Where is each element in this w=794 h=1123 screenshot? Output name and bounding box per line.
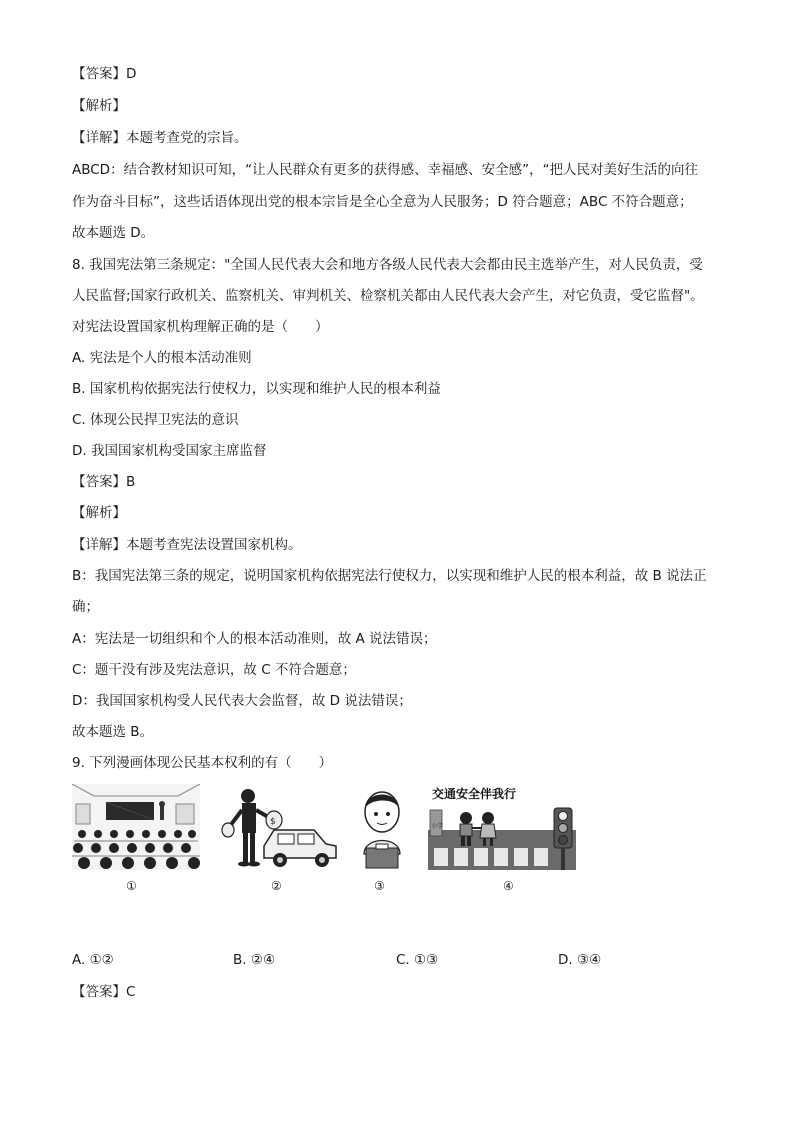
q8-option-d: D. 我国国家机构受国家主席监督	[72, 443, 267, 459]
q7-analysis-heading: 【解析】	[72, 98, 126, 114]
school-sign-text: 小学	[431, 823, 444, 830]
image3-caption: ③	[374, 879, 385, 893]
q7-answer: 【答案】D	[72, 66, 137, 82]
q7-explanation-line1: ABCD：结合教材知识可知，“让人民群众有更多的获得感、幸福感、安全感”，“把人民对美好生活的向往	[72, 162, 699, 178]
svg-text:$: $	[270, 817, 276, 827]
q8-stem-line3: 对宪法设置国家机构理解正确的是（ ）	[72, 319, 329, 335]
car-money-icon	[220, 784, 340, 870]
q9-option-a: A. ①②	[72, 952, 114, 968]
q9-option-b: B. ②④	[233, 952, 276, 968]
q8-conclusion: 故本题选 B。	[72, 724, 154, 740]
q8-analysis-heading: 【解析】	[72, 505, 126, 521]
q8-option-b: B. 国家机构依据宪法行使权力，以实现和维护人民的根本利益	[72, 381, 441, 397]
q8-detail: 【详解】本题考查宪法设置国家机构。	[72, 537, 302, 553]
q8-explanation-b-line2: 确；	[72, 599, 99, 615]
q9-option-d: D. ③④	[558, 952, 602, 968]
q7-explanation-line2: 作为奋斗目标”，这些话语体现出党的根本宗旨是全心全意为人民服务；D 符合题意；ABC 不符合题意；	[72, 194, 693, 210]
q9-answer: 【答案】C	[72, 984, 136, 1000]
image1-caption: ①	[126, 879, 137, 893]
q8-explanation-d: D：我国国家机构受人民代表大会监督，故 D 说法错误；	[72, 693, 412, 709]
traffic-safety-banner: 交通安全伴我行	[432, 787, 517, 801]
classroom-icon	[72, 784, 200, 870]
q8-option-a: A. 宪法是个人的根本活动准则	[72, 350, 252, 366]
q8-explanation-c: C：题干没有涉及宪法意识，故 C 不符合题意；	[72, 662, 356, 678]
q7-conclusion: 故本题选 D。	[72, 225, 155, 241]
image4-caption: ④	[503, 879, 514, 893]
q8-explanation-b-line1: B：我国宪法第三条的规定，说明国家机构依据宪法行使权力，以实现和维护人民的根本利益，故 B 说法正	[72, 568, 707, 584]
q7-detail: 【详解】本题考查党的宗旨。	[72, 130, 248, 146]
q9-stem: 9. 下列漫画体现公民基本权利的有（ ）	[72, 755, 333, 771]
q8-explanation-a: A：宪法是一切组织和个人的根本活动准则，故 A 说法错误；	[72, 631, 437, 647]
q9-option-c: C. ①③	[396, 952, 439, 968]
boy-voting-icon	[352, 784, 412, 870]
image2-caption: ②	[271, 879, 282, 893]
q8-option-c: C. 体现公民捍卫宪法的意识	[72, 412, 239, 428]
q8-answer: 【答案】B	[72, 474, 136, 490]
q8-stem-line1: 8. 我国宪法第三条规定："全国人民代表大会和地方各级人民代表大会都由民主选举产生，对人民负责，受	[72, 257, 703, 273]
q8-stem-line2: 人民监督;国家行政机关、监察机关、审判机关、检察机关都由人民代表大会产生，对它负责，受它监督"。	[72, 288, 704, 304]
traffic-safety-icon	[428, 784, 576, 870]
